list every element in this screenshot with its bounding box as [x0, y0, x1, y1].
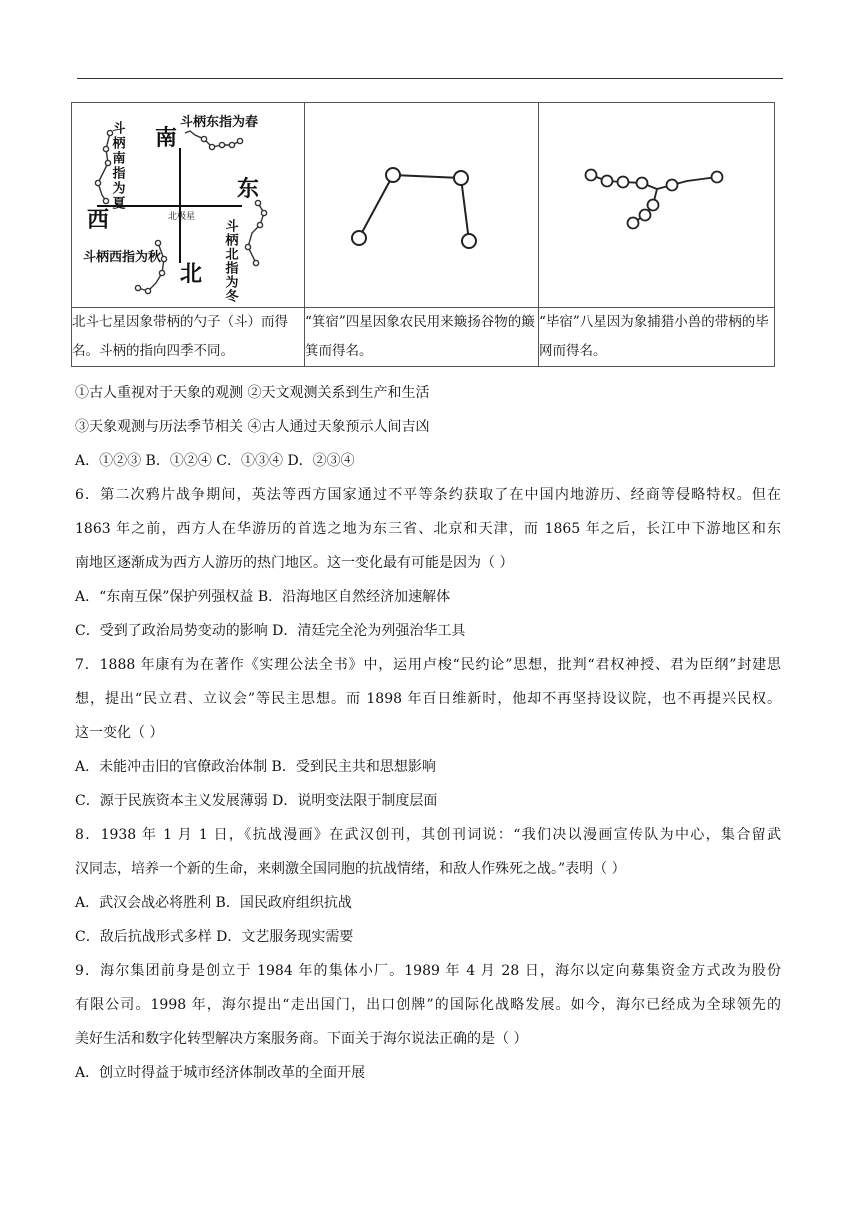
caption-bixiu: “毕宿”八星因为象捕猎小兽的带柄的毕网而得名。 — [539, 308, 775, 367]
q8-stem-2: 汉同志，培养一个新的生命，来刺激全国同胞的抗战情绪，和敌人作殊死之战。”表明（ ） — [75, 861, 626, 877]
q8-options-ab: A．武汉会战必将胜利 B．国民政府组织抗战 — [75, 895, 352, 911]
star — [640, 210, 651, 221]
star — [667, 180, 678, 191]
q7-stem-3: 这一变化（ ） — [75, 725, 164, 741]
star — [602, 176, 613, 187]
jixiu-diagram — [305, 103, 539, 307]
spring-dipper — [185, 131, 243, 150]
winter-dipper — [245, 200, 266, 265]
figure-table — [71, 102, 775, 367]
q9-stem-1: 9．海尔集团前身是创立于 1984 年的集体小厂。1989 年 4 月 28 日，海尔以定向募集资金方式改为股份 — [75, 963, 781, 979]
label-summer: 斗柄南指为夏 — [109, 121, 125, 211]
q5-options: A．①②③ B．①②④ C．①③④ D．②③④ — [75, 453, 355, 469]
q7-options-cd: C．源于民族资本主义发展薄弱 D．说明变法限于制度层面 — [75, 793, 438, 809]
star — [637, 178, 648, 189]
big-dipper-diagram — [72, 103, 305, 307]
q5-statements-2: ③天象观测与历法季节相关 ④古人通过天象预示人间吉凶 — [75, 419, 430, 435]
q8-stem-1: 8．1938 年 1 月 1 日，《抗战漫画》在武汉创刊，其创刊词说：“我们决以漫画宣传队为中心，集合留武 — [75, 827, 781, 843]
star — [586, 170, 597, 181]
label-west: 西 — [87, 208, 110, 233]
bixiu-figure — [539, 103, 775, 308]
star — [386, 168, 400, 182]
label-pole-star: 北极星 — [168, 212, 196, 222]
bixiu-diagram — [539, 103, 775, 307]
q7-stem-1: 7．1888 年康有为在著作《实理公法全书》中，运用卢梭“民约论”思想，批判“君权神授、君为臣纲”封建思 — [75, 657, 781, 673]
caption-jixiu: “箕宿”四星因象农民用来簸扬谷物的簸箕而得名。 — [305, 308, 539, 367]
q9-stem-2: 有限公司。1998 年，海尔提出“走出国门，出口创牌”的国际化战略发展。如今，海尔已经成为全球领先的 — [75, 997, 781, 1013]
header-rule — [77, 78, 783, 79]
q6-stem-1: 6．第二次鸦片战争期间，英法等西方国家通过不平等条约获取了在中国内地游历、经商等侵略特权。但在 — [75, 487, 781, 503]
q6-stem-3: 南地区逐渐成为西方人游历的热门地区。这一变化最有可能是因为（ ） — [75, 555, 514, 571]
q9-stem-3: 美好生活和数字化转型解决方案服务商。下面关于海尔说法正确的是（ ） — [75, 1031, 528, 1047]
label-autumn: 斗柄西指为秋 — [83, 250, 162, 265]
star — [352, 231, 366, 245]
star — [462, 234, 476, 248]
q6-options-cd: C．受到了政治局势变动的影响 D．清廷完全沦为列强治华工具 — [75, 623, 466, 639]
big-dipper-figure — [72, 103, 305, 308]
star — [648, 200, 659, 211]
caption-big-dipper: 北斗七星因象带柄的勺子（斗）而得名。斗柄的指向四季不同。 — [72, 308, 305, 367]
q9-option-a: A．创立时得益于城市经济体制改革的全面开展 — [75, 1065, 366, 1081]
label-winter: 斗柄北指为冬 — [222, 219, 238, 303]
q6-options-ab: A．“东南互保”保护列强权益 B．沿海地区自然经济加速解体 — [75, 589, 451, 605]
q7-options-ab: A．未能冲击旧的官僚政治体制 B．受到民主共和思想影响 — [75, 759, 436, 775]
label-north: 北 — [180, 262, 203, 287]
star — [712, 172, 723, 183]
star — [454, 171, 468, 185]
q8-options-cd: C．敌后抗战形式多样 D．文艺服务现实需要 — [75, 929, 354, 945]
jixiu-figure — [305, 103, 539, 308]
label-east: 东 — [237, 177, 260, 202]
label-south: 南 — [155, 126, 178, 151]
autumn-dipper — [135, 240, 166, 293]
label-spring: 斗柄东指为春 — [180, 115, 259, 130]
q7-stem-2: 想，提出“民立君、立议会”等民主思想。而 1898 年百日维新时，他却不再坚持设议院，也不再提兴民权。 — [75, 691, 781, 707]
q6-stem-2: 1863 年之前，西方人在华游历的首选之地为东三省、北京和天津，而 1865 年之后，长江中下游地区和东 — [75, 521, 781, 537]
star — [618, 177, 629, 188]
q5-statements-1: ①古人重视对于天象的观测 ②天文观测关系到生产和生活 — [75, 385, 430, 401]
star — [628, 218, 639, 229]
